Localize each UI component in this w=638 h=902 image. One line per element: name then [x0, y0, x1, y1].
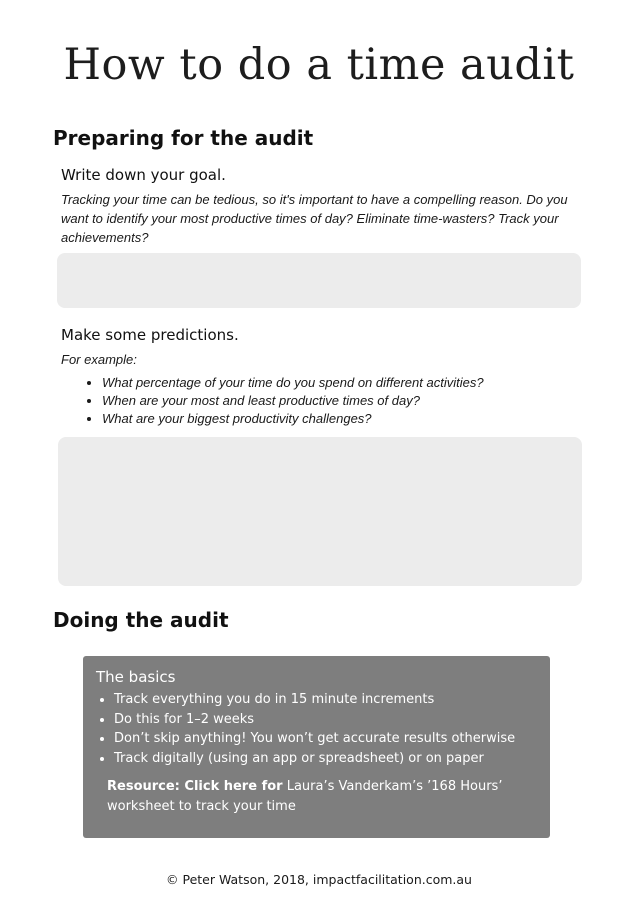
resource-link[interactable]: Resource: Click here for [107, 779, 283, 794]
page-title: How to do a time audit [63, 40, 575, 90]
goal-answer-box[interactable] [57, 253, 581, 308]
list-item: • Track everything you do in 15 minute increments [114, 690, 515, 710]
footer-credit: © Peter Watson, 2018, impactfacilitation.com.au [166, 872, 472, 887]
goal-heading: Write down your goal. [61, 166, 226, 184]
basics-list [96, 690, 515, 768]
list-item: • What percentage of your time do you spend on different activities? [102, 374, 484, 392]
resource-text [107, 777, 537, 817]
basics-title: The basics [96, 668, 176, 686]
basics-box [83, 656, 550, 838]
section-heading-doing: Doing the audit [53, 608, 229, 632]
list-item: • What are your biggest productivity challenges? [102, 410, 484, 428]
predictions-list [84, 374, 484, 428]
list-item: • When are your most and least productive times of day? [102, 392, 484, 410]
section-heading-preparing: Preparing for the audit [53, 126, 314, 150]
predictions-heading: Make some predictions. [61, 326, 239, 344]
predictions-intro: For example: [61, 352, 137, 367]
predictions-answer-box[interactable] [58, 437, 582, 586]
resource-description: Laura’s Vanderkam’s ’168 Hours’ worksheet to track your time [107, 779, 503, 814]
list-item: • Track digitally (using an app or spreadsheet) or on paper [114, 749, 515, 769]
list-item: • Do this for 1–2 weeks [114, 710, 515, 730]
goal-description: Tracking your time can be tedious, so it's important to have a compelling reason. Do you want to identify your most productive times of day? Eliminate time-wasters? Track your achievements? [61, 192, 568, 245]
list-item: • Don’t skip anything! You won’t get accurate results otherwise [114, 729, 515, 749]
